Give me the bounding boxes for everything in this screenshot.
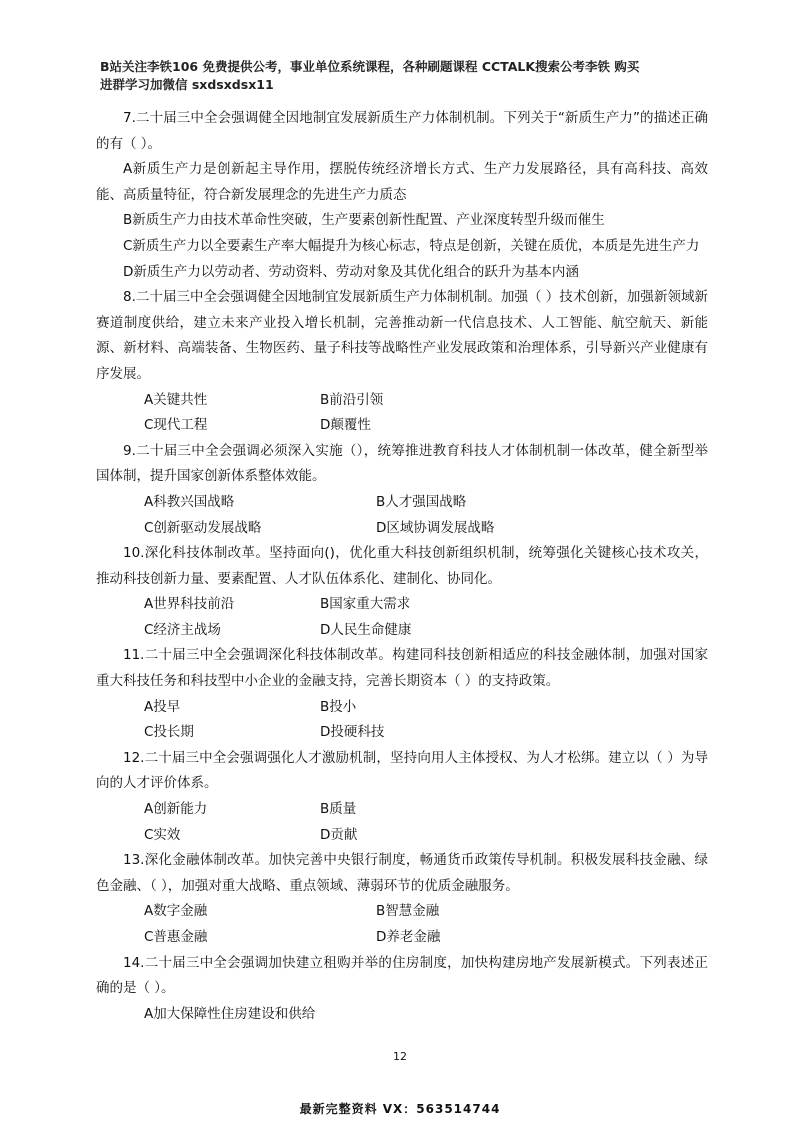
option-a: A世界科技前沿: [144, 596, 235, 613]
question-7-option-b: B新质生产力由技术革命性突破，生产要素创新性配置、产业深度转型升级而催生: [123, 212, 605, 229]
option-d: D投硬科技: [320, 724, 385, 741]
option-d: D贡献: [320, 826, 358, 843]
footer-contact: 最新完整资料 VX：563514744: [299, 1102, 501, 1116]
question-12-options-row-1: [96, 797, 708, 823]
option-a: A投早: [144, 698, 181, 715]
question-8-options-row-2: [96, 413, 708, 439]
question-10-options-row-2: [96, 618, 708, 644]
option-b: B投小: [320, 698, 357, 715]
question-10-options-row-1: [96, 592, 708, 618]
question-9: 9.二十届三中全会强调必须深入实施（），统筹推进教育科技人才体制机制一体改革，健全新型举国体制，提升国家创新体系整体效能。: [96, 442, 708, 485]
question-7: 7.二十届三中全会强调健全因地制宜发展新质生产力体制机制。下列关于“新质生产力”的描述正确的有（ ）。: [96, 110, 708, 152]
question-11-options-row-1: [96, 695, 708, 721]
option-b: B前沿引领: [320, 391, 384, 408]
option-a: A科教兴国战略: [144, 493, 235, 510]
option-d: D养老金融: [376, 929, 441, 945]
question-9-options-row-1: [96, 490, 708, 516]
question-9-options-row-2: [96, 516, 708, 542]
question-14-option-a: A加大保障性住房建设和供给: [144, 1005, 316, 1022]
option-a: A创新能力: [144, 801, 208, 818]
question-12-options-row-2: [96, 823, 708, 849]
question-7-option-c: C新质生产力以全要素生产率大幅提升为核心标志，特点是创新，关键在质优，本质是先进生产力: [123, 237, 700, 254]
option-c: C经济主战场: [144, 621, 221, 638]
header-line-2: 进群学习加微信 sxdsxdsx11: [100, 77, 274, 92]
option-c: C现代工程: [144, 417, 208, 434]
question-12: 12.二十届三中全会强调强化人才激励机制，坚持向用人主体授权、为人才松绑。建立以（ ）为导向的人才评价体系。: [96, 749, 708, 792]
header-line-1: B站关注李铁106 免费提供公考，事业单位系统课程，各种刷题课程 CCTALK搜索公考李铁 购买: [100, 59, 640, 74]
question-13: 13.深化金融体制改革。加快完善中央银行制度，畅通货币政策传导机制。积极发展科技金融、绿色金融、（ ），加强对重大战略、重点领域、薄弱环节的优质金融服务。: [96, 852, 708, 894]
question-13-options-row-2: [96, 925, 708, 951]
option-c: C创新驱动发展战略: [144, 519, 262, 536]
question-8-options-row-1: [96, 388, 708, 414]
question-13-options-row-1: [96, 899, 708, 925]
option-d: D区域协调发展战略: [376, 519, 495, 536]
option-c: C投长期: [144, 724, 194, 741]
option-b: B人才强国战略: [376, 493, 467, 510]
option-d: D人民生命健康: [320, 621, 412, 638]
question-10: 10.深化科技体制改革。坚持面向()，优化重大科技创新组织机制，统筹强化关键核心技术攻关，推动科技创新力量、要素配置、人才队伍体系化、建制化、协同化。: [96, 545, 708, 587]
question-14: 14.二十届三中全会强调加快建立租购并举的住房制度，加快构建房地产发展新模式。下列表述正确的是（ ）。: [96, 954, 708, 997]
option-a: A数字金融: [144, 903, 208, 920]
question-11-options-row-2: [96, 720, 708, 746]
question-7-option-a: A新质生产力是创新起主导作用，摆脱传统经济增长方式、生产力发展路径，具有高科技、高效能、高质量特征，符合新发展理念的先进生产力质态: [96, 161, 708, 203]
option-b: B智慧金融: [376, 903, 440, 920]
option-b: B质量: [320, 801, 357, 818]
option-c: C普惠金融: [144, 929, 208, 945]
option-c: C实效: [144, 826, 181, 843]
option-d: D颠覆性: [320, 417, 371, 434]
question-list: [96, 106, 708, 1027]
question-7-option-d: D新质生产力以劳动者、劳动资料、劳动对象及其优化组合的跃升为基本内涵: [123, 263, 579, 280]
page-header: [100, 58, 700, 94]
option-b: B国家重大需求: [320, 596, 411, 613]
page-number: 12: [393, 1050, 407, 1063]
question-8: 8.二十届三中全会强调健全因地制宜发展新质生产力体制机制。加强（ ）技术创新，加强新领域新赛道制度供给，建立未来产业投入增长机制，完善推动新一代信息技术、人工智能、航空航天、新能源、新材料、高端装备、生物医药、量子科技等战略性产业发展政策和治理体系，引导新兴产业健康有序发展。: [96, 289, 708, 382]
question-11: 11.二十届三中全会强调深化科技体制改革。构建同科技创新相适应的科技金融体制，加强对国家重大科技任务和科技型中小企业的金融支持，完善长期资本（ ）的支持政策。: [96, 647, 708, 690]
option-a: A关键共性: [144, 391, 208, 408]
